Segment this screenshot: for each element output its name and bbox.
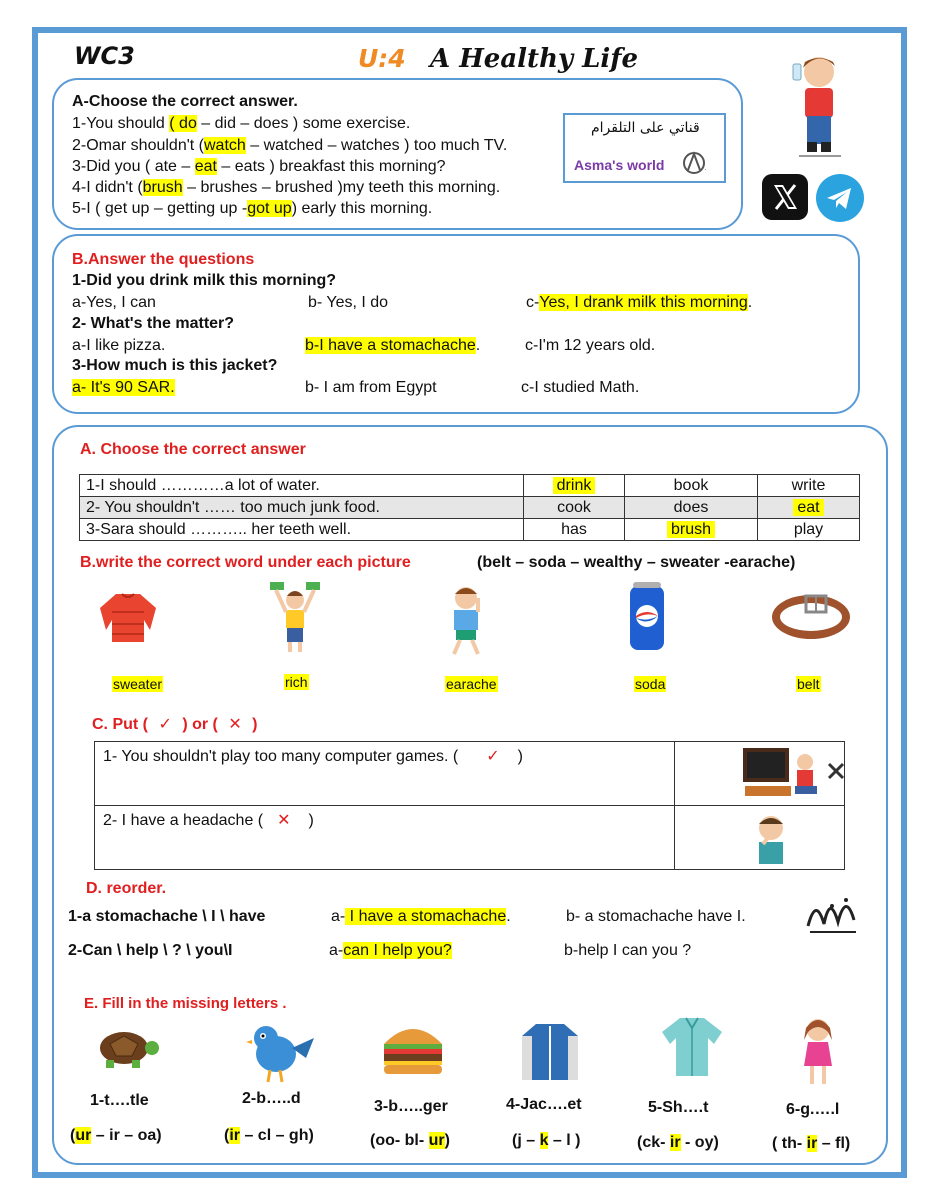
rich-boy-icon <box>268 580 322 654</box>
missing-letter-options-1: (ur – ir – oa) <box>70 1127 162 1144</box>
statement-2: 2- I have a headache ( ✕ ) <box>95 806 675 870</box>
q2-option-c: c-I'm 12 years old. <box>525 337 656 354</box>
belt-icon <box>770 590 852 644</box>
q1-option-a: a-Yes, I can <box>72 294 156 311</box>
reorder-1-option-b: b- a stomachache have I. <box>566 908 746 925</box>
unit-label: U:4 <box>358 44 406 73</box>
table-option: does <box>625 497 758 519</box>
q2-option-a: a-I like pizza. <box>72 337 166 354</box>
picture-label-5: belt <box>797 676 820 692</box>
missing-letter-options-3: (oo- bl- ur) <box>370 1132 450 1149</box>
choose-item-5: 5-I ( get up – getting up -got up) early this morning. <box>72 200 433 217</box>
table-row <box>80 497 860 519</box>
section5-heading: C. Put ( ✓ ) or ( ✕ ) <box>92 716 258 733</box>
reorder-2-option-b: b-help I can you ? <box>564 942 692 959</box>
table-option: cook <box>524 497 625 519</box>
picture-label-3: earache <box>446 676 497 692</box>
table-option: drink <box>524 475 625 497</box>
bird-icon <box>246 1018 316 1084</box>
q3-option-c: c-I studied Math. <box>521 379 640 396</box>
picture-label-4: soda <box>635 676 666 692</box>
table-question: 3-Sara should ……….. her teeth well. <box>80 519 524 541</box>
arabic-calligraphy-icon <box>802 886 862 940</box>
section1-heading: A-Choose the correct answer. <box>72 93 298 110</box>
choose-item-3: 3-Did you ( ate – eat – eats ) breakfast this morning? <box>72 158 446 175</box>
channel-arabic-text: قناتي على التلقرام <box>591 120 700 136</box>
svg-text:·: · <box>704 165 707 174</box>
reorder-1-prompt: 1-a stomachache \ I \ have <box>68 908 266 925</box>
missing-letter-word-5: 5-Sh….t <box>648 1099 709 1116</box>
boy-headache-icon <box>751 810 791 866</box>
table-option: eat <box>758 497 860 519</box>
missing-letter-word-2: 2-b…..d <box>242 1090 301 1107</box>
telegram-icon[interactable] <box>816 174 864 222</box>
statement-1: 1- You shouldn't play too many computer games. ( ✓ ) <box>95 742 675 806</box>
q3-option-a: a- It's 90 SAR. <box>72 379 175 396</box>
missing-letter-word-3: 3-b…..ger <box>374 1098 448 1115</box>
table-option: write <box>758 475 860 497</box>
missing-letter-word-4: 4-Jac….et <box>506 1096 582 1113</box>
statement-1-picture <box>675 742 845 806</box>
page-title: A Healthy Life <box>430 44 639 74</box>
boy-gaming-icon <box>741 744 851 802</box>
statement-2-picture <box>675 806 845 870</box>
table-row <box>80 475 860 497</box>
true-false-table <box>94 741 845 870</box>
choose-item-2: 2-Omar shouldn't (watch – watched – watches ) too much TV. <box>72 137 508 154</box>
burger-icon <box>380 1020 446 1076</box>
missing-letter-options-5: (ck- ir - oy) <box>637 1134 719 1151</box>
reorder-2-prompt: 2-Can \ help \ ? \ you\I <box>68 942 233 959</box>
table-question: 1-I should …………a lot of water. <box>80 475 524 497</box>
soda-can-icon <box>626 580 668 654</box>
q1-option-b: b- Yes, I do <box>308 294 389 311</box>
choose-table <box>79 474 860 541</box>
earache-boy-icon <box>438 580 496 656</box>
section4-word-bank: (belt – soda – wealthy – sweater -earache) <box>477 554 796 571</box>
q3-option-b: b- I am from Egypt <box>305 379 437 396</box>
section4-heading: B.write the correct word under each picture <box>80 554 411 571</box>
shirt-icon <box>660 1014 724 1078</box>
turtle-icon <box>92 1022 160 1072</box>
question-2: 2- What's the matter? <box>72 315 235 332</box>
table-question: 2- You shouldn't …… too much junk food. <box>80 497 524 519</box>
question-1: 1-Did you drink milk this morning? <box>72 272 337 289</box>
choose-item-4: 4-I didn't (brush – brushes – brushed )my teeth this morning. <box>72 179 501 196</box>
choose-item-1: 1-You should ( do – did – does ) some exercise. <box>72 115 411 132</box>
missing-letter-options-2: (ir – cl – gh) <box>224 1127 314 1144</box>
missing-letter-word-1: 1-t….tle <box>90 1092 149 1109</box>
table-row <box>80 519 860 541</box>
jacket-icon <box>520 1020 580 1086</box>
q1-option-c: c-Yes, I drank milk this morning. <box>526 294 753 311</box>
picture-label-1: sweater <box>113 676 163 692</box>
reorder-2-option-a: a-can I help you? <box>329 942 452 959</box>
missing-letter-options-4: (j – k – l ) <box>512 1132 581 1149</box>
question-3: 3-How much is this jacket? <box>72 357 278 374</box>
sweater-icon <box>98 590 158 644</box>
table-option: brush <box>625 519 758 541</box>
asma-logo-icon <box>682 150 722 178</box>
table-option: book <box>625 475 758 497</box>
worksheet-code: WC3 <box>74 42 135 70</box>
section7-heading: E. Fill in the missing letters . <box>84 995 287 1012</box>
missing-letter-word-6: 6-g.….l <box>786 1101 840 1118</box>
picture-label-2: rich <box>285 674 308 690</box>
q2-option-b: b-I have a stomachache. <box>305 337 481 354</box>
section6-heading: D. reorder. <box>86 880 167 897</box>
missing-letter-options-6: ( th- ir – fl) <box>772 1135 851 1152</box>
table-option: has <box>524 519 625 541</box>
channel-name: Asma's world <box>574 157 665 173</box>
section2-heading: B.Answer the questions <box>72 251 255 268</box>
table-option: play <box>758 519 860 541</box>
boy-drinking-icon <box>785 52 855 162</box>
reorder-1-option-a: a- I have a stomachache. <box>331 908 511 925</box>
x-logo-icon[interactable] <box>762 174 808 220</box>
section3-heading: A. Choose the correct answer <box>80 441 306 458</box>
girl-icon <box>798 1014 838 1088</box>
